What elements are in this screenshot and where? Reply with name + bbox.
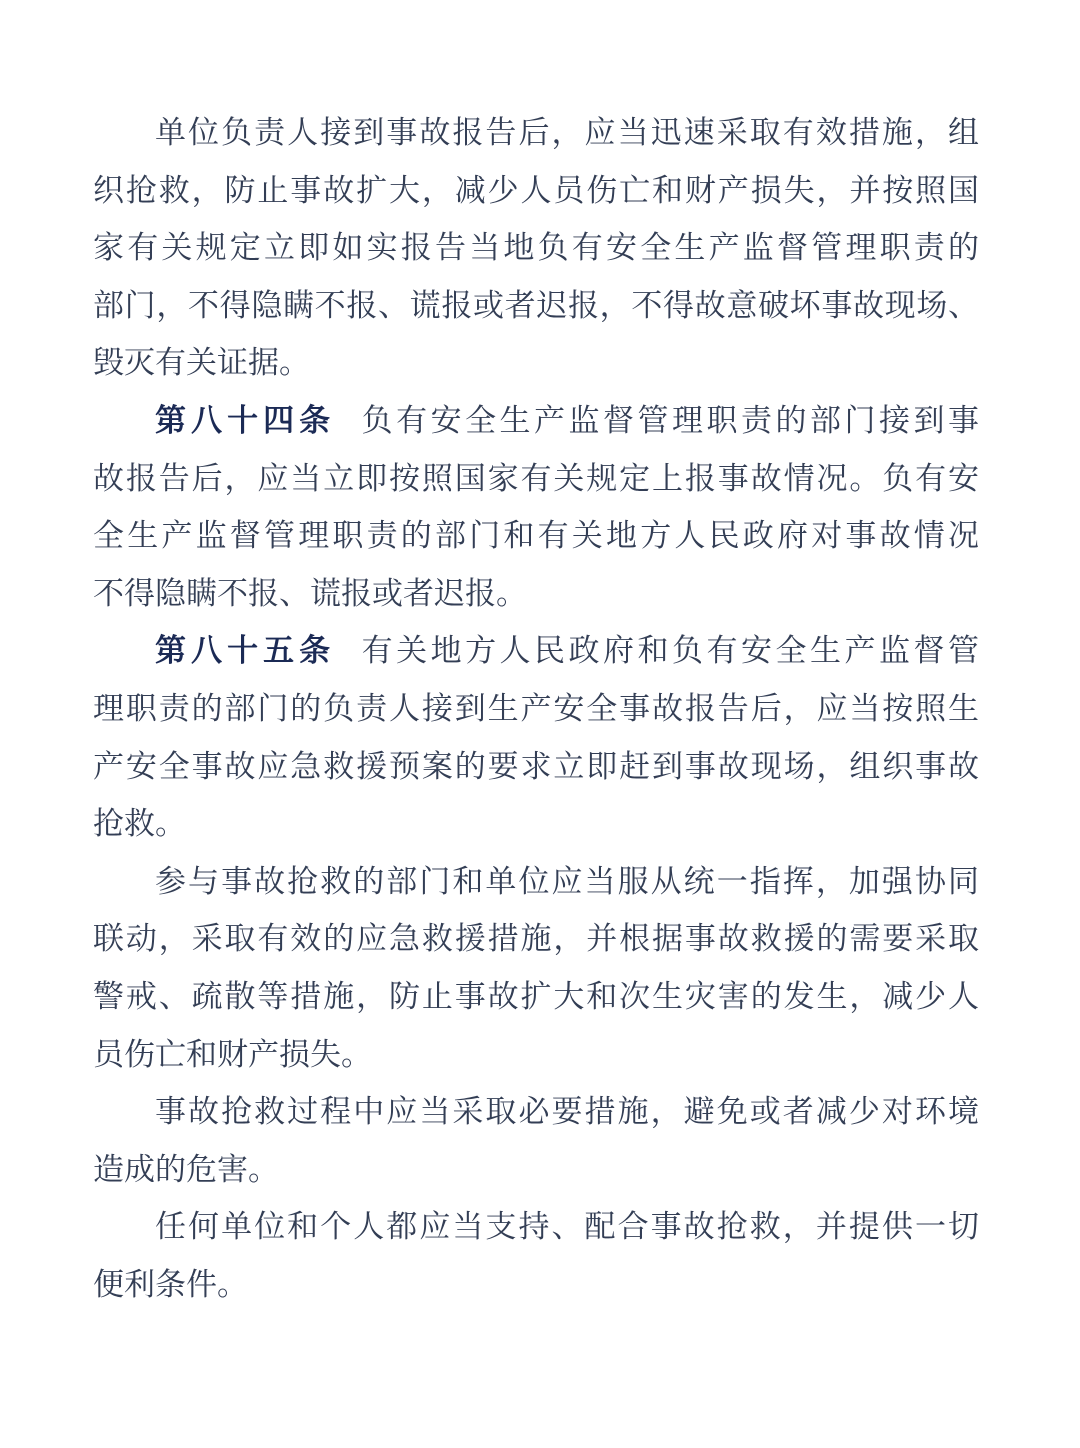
paragraph [93, 104, 979, 392]
text-line: 联动，采取有效的应急救援措施，并根据事故救援的需要采取 [93, 921, 979, 957]
text-line [93, 392, 979, 450]
article-lead-text: 有关地方人民政府和负有安全生产监督管 [361, 633, 979, 669]
article-number: 第八十五条 [155, 633, 336, 669]
text-line: 不得隐瞒不报、谎报或者迟报。 [93, 575, 527, 611]
paragraph [93, 1198, 979, 1313]
article-lead-text: 负有安全生产监督管理职责的部门接到事 [361, 402, 979, 438]
paragraph [93, 853, 979, 1083]
text-line: 警戒、疏散等措施，防止事故扩大和次生灾害的发生，减少人 [93, 978, 979, 1014]
text-line: 毁灭有关证据。 [93, 345, 310, 381]
text-line: 全生产监督管理职责的部门和有关地方人民政府对事故情况 [93, 518, 979, 554]
text-line [93, 622, 979, 680]
text-line: 事故抢救过程中应当采取必要措施，避免或者减少对环境 [155, 1094, 979, 1130]
text-line: 家有关规定立即如实报告当地负有安全生产监督管理职责的 [93, 230, 979, 266]
text-line: 抢救。 [93, 806, 186, 842]
paragraph-article-85 [93, 622, 979, 852]
article-number: 第八十四条 [155, 402, 336, 438]
text-line: 理职责的部门的负责人接到生产安全事故报告后，应当按照生 [93, 690, 979, 726]
text-line: 部门，不得隐瞒不报、谎报或者迟报，不得故意破坏事故现场、 [93, 287, 979, 323]
text-line: 参与事故抢救的部门和单位应当服从统一指挥，加强协同 [155, 863, 979, 899]
text-line: 便利条件。 [93, 1266, 248, 1302]
text-line: 单位负责人接到事故报告后，应当迅速采取有效措施，组 [155, 115, 979, 150]
paragraph [93, 1083, 979, 1198]
text-line: 任何单位和个人都应当支持、配合事故抢救，并提供一切 [155, 1209, 979, 1245]
law-text-block [93, 104, 979, 1313]
text-line: 织抢救，防止事故扩大，减少人员伤亡和财产损失，并按照国 [93, 172, 979, 208]
paragraph-article-84 [93, 392, 979, 622]
text-line: 产安全事故应急救援预案的要求立即赶到事故现场，组织事故 [93, 748, 979, 784]
text-line: 故报告后，应当立即按照国家有关规定上报事故情况。负有安 [93, 460, 979, 496]
text-line: 造成的危害。 [93, 1151, 279, 1187]
text-line: 员伤亡和财产损失。 [93, 1036, 372, 1072]
